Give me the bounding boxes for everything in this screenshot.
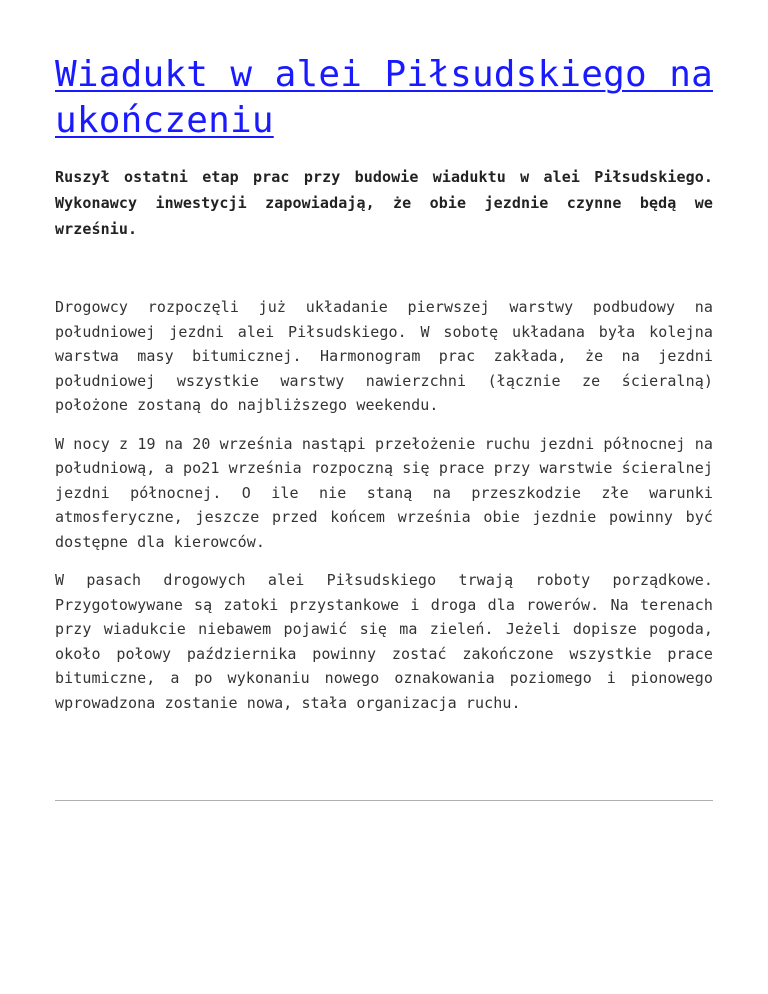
article-title-link[interactable]: Wiadukt w alei Piłsudskiego na ukończeniu [55,54,713,141]
article-paragraph: W nocy z 19 na 20 września nastąpi przełożenie ruchu jezdni północnej na południową, a po21 września rozpoczną się prace przy warstwie ścieralnej jezdni północnej. O ile nie staną na przeszkodzie złe warunki atmosferyczne, jeszcze przed końcem września obie jezdnie powinny być dostępne dla kierowców. [55,434,713,551]
footer-divider [55,800,713,801]
article-paragraph: W pasach drogowych alei Piłsudskiego trwają roboty porządkowe. Przygotowywane są zatoki przystankowe i droga dla rowerów. Na terenach przy wiadukcie niebawem pojawić się ma zieleń. Jeżeli dopisze pogoda, około połowy października powinny zostać zakończone wszystkie prace bitumiczne, a po wykonaniu nowego oznakowania poziomego i pionowego wprowadzona zostanie nowa, stała organizacja ruchu. [55,571,713,712]
article-title [55,52,713,144]
article-paragraph: Drogowcy rozpoczęli już układanie pierwszej warstwy podbudowy na południowej jezdni alei Piłsudskiego. W sobotę układana była kolejna warstwa masy bitumicznej. Harmonogram prac zakłada, że na jezdni południowej wszystkie warstwy nawierzchni (łącznie ze ścieralną) położone zostaną do najbliższego weekendu. [55,298,713,414]
article-lead: Ruszył ostatni etap prac przy budowie wiaduktu w alei Piłsudskiego. Wykonawcy inwestycji zapowiadają, że obie jezdnie czynne będą we wrześniu. [55,168,713,238]
